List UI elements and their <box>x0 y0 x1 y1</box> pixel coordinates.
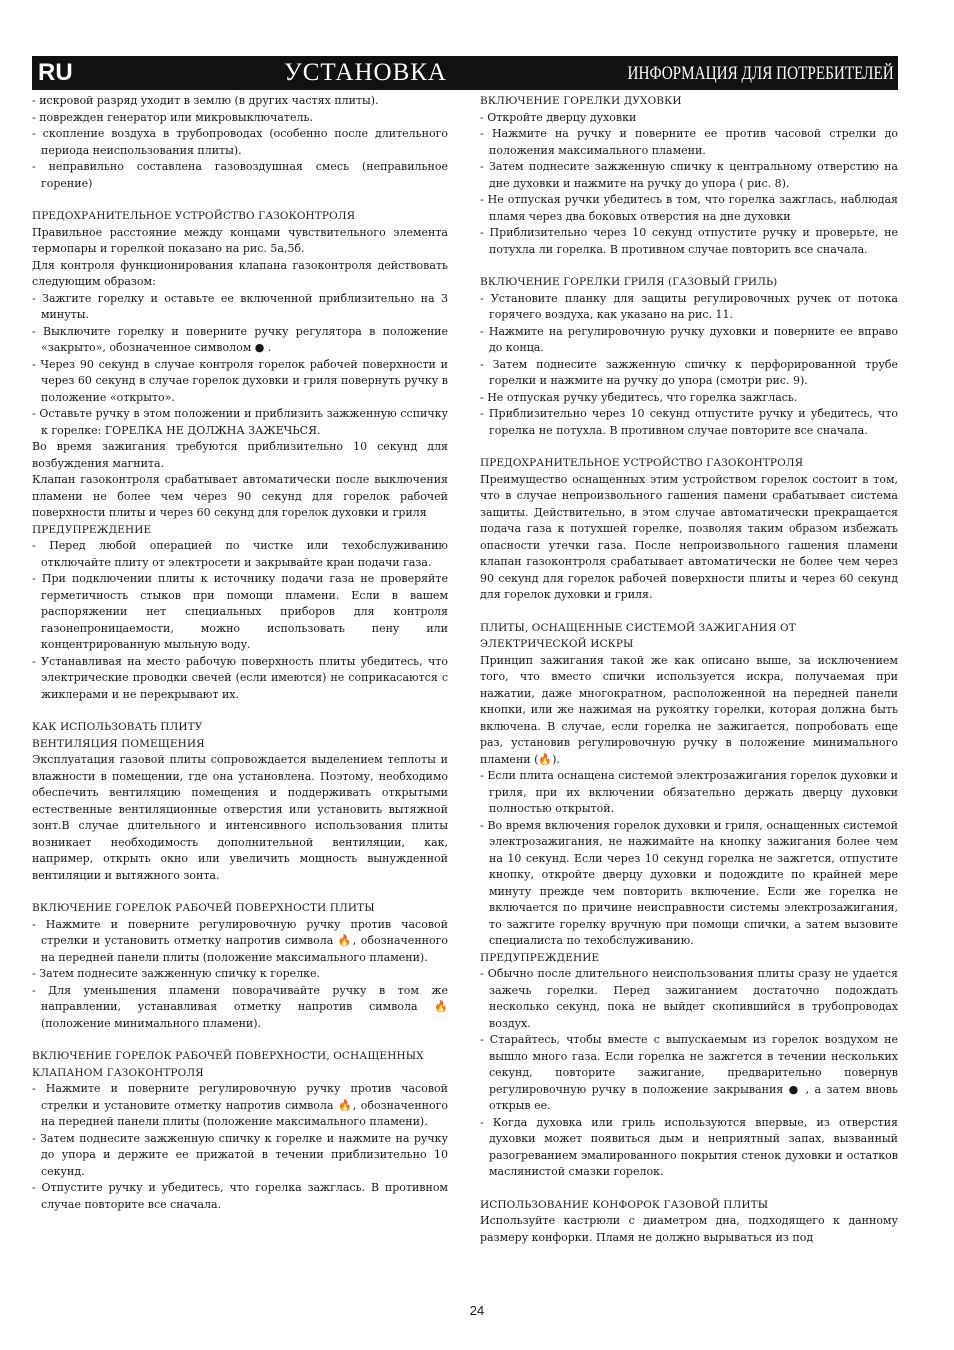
left-column <box>32 93 448 1213</box>
warning-list-2 <box>480 966 898 1181</box>
heading-safety-device: ПРЕДОХРАНИТЕЛЬНОЕ УСТРОЙСТВО ГАЗОКОНТРОЛЯ <box>32 210 356 222</box>
list-item: - Установите планку для защиты регулировочных ручек от потока горячего воздуха, как указано на рис. 11. <box>480 291 898 321</box>
list-item: - Старайтесь, чтобы вместе с выпускаемым из горелок воздухом не вышло много газа. Если горелка не зажгется в течении нескольких секунд, повторите зажигание, предварительно повернув регулировочную ручку в положение закрывания ● , а затем вновь открыв ее. <box>480 1033 898 1112</box>
list-item: - искровой разряд уходит в землю (в других частях плиты). <box>32 94 379 107</box>
section-title: УСТАНОВКА <box>284 59 447 86</box>
list-item: - Нажмите и поверните регулировочную ручку против часовой стрелки и установить отметку напротив символа 🔥, обозначенного на передней панели плиты (положение максимального пламени). <box>32 917 448 964</box>
section-subtitle: ИНФОРМАЦИЯ ДЛЯ ПОТРЕБИТЕЛЕЙ <box>627 63 894 84</box>
list-item: - Если плита оснащена системой электрозажигания горелок духовки и гриля, при их включении обязательно держать дверцу духовки полностью открытой. <box>480 769 898 815</box>
heading-oven-burner: ВКЛЮЧЕНИЕ ГОРЕЛКИ ДУХОВКИ <box>480 95 682 107</box>
intro-list <box>32 93 448 192</box>
list-item: - скопление воздуха в трубопроводах (особенно после длительного периода неиспользования плиты). <box>32 127 448 157</box>
paragraph: Для контроля функционирования клапана газоконтроля действовать следующим образом: <box>32 258 448 288</box>
list-item: - поврежден генератор или микровыключатель. <box>32 110 313 124</box>
paragraph: Принцип зажигания такой же как описано выше, за исключением того, что вместо спички используется искра, получаемая при нажатии, даже многократном, расположенной на передней панели кнопки, или же нажимая на рукоятку горелки, которая должна быть включена. В случае, если горелка не зажигается, попробовать еще раз, установив регулировочную ручку в положение минимального пламени (🔥). <box>480 653 898 766</box>
list-item: - Перед любой операцией по чистке или техобслуживанию отключайте плиту от электросети и закрывайте кран подачи газа. <box>32 539 448 569</box>
paragraph: Клапан газоконтроля срабатывает автоматически после выключения пламени не более чем через 90 секунд для горелок рабочей поверхности плиты и через 60 секунд для горелок духовки и гриля <box>32 473 448 519</box>
heading-hob-gas-control: ВКЛЮЧЕНИЕ ГОРЕЛОК РАБОЧЕЙ ПОВЕРХНОСТИ, ОСНАЩЕННЫХ КЛАПАНОМ ГАЗОКОНТРОЛЯ <box>32 1050 424 1079</box>
hob-gas-control-list <box>32 1081 448 1213</box>
heading-safety-device-2: ПРЕДОХРАНИТЕЛЬНОЕ УСТРОЙСТВО ГАЗОКОНТРОЛЯ <box>480 457 804 469</box>
list-item: - Обычно после длительного неиспользования плиты сразу не удается зажечь горелки. Перед зажиганием достаточно подождать несколько секунд, пока не выйдет скопившийся в трубопроводах воздух. <box>480 967 898 1030</box>
list-item: - Когда духовка или гриль используются впервые, из отверстия духовки может появиться дым и неприятный запах, вызванный разогреванием эмалированного покрытия стенок духовки и остатков маслянистой смазки горелок. <box>480 1115 898 1178</box>
list-item: - Через 90 секунд в случае контроля горелок рабочей поверхности и через 60 секунд в случае горелок духовки и гриля повернуть ручку в положение «открыто». <box>32 357 448 404</box>
list-item: - Нажмите на ручку и поверните ее против часовой стрелки до положения максимального пламени. <box>480 127 898 157</box>
heading-how-to-use: КАК ИСПОЛЬЗОВАТЬ ПЛИТУ <box>32 721 203 733</box>
page-number: 24 <box>469 1303 485 1318</box>
right-column <box>480 93 898 1246</box>
list-item: - Затем поднесите зажженную спичку к горелке и нажмите на ручку до упора и держите ее прижатой в течении приблизительно 10 секунд. <box>32 1131 448 1178</box>
list-item: - При подключении плиты к источнику подачи газа не проверяйте герметичность стыков при помощи пламени. Если в вашем распоряжении нет специальных приборов для контроля газонепроницаемости, можно использовать пену или концентрированную мыльную воду. <box>32 572 448 651</box>
list-item: - неправильно составлена газовоздушная смесь (неправильное горение) <box>32 160 448 190</box>
heading-warning: ПРЕДУПРЕЖДЕНИЕ <box>32 523 152 536</box>
hob-steps-list <box>32 917 448 1033</box>
list-item: - Приблизительно через 10 секунд отпустите ручку и проверьте, не потухла ли горелка. В противном случае повторить все сначала. <box>480 226 898 256</box>
list-item: - Во время включения горелок духовки и гриля, оснащенных системой электрозажигания, не нажимайте на кнопку зажигания более чем на 10 секунд. Если через 10 секунд горелка не зажгется, отпустите кнопку, откройте дверцу духовки и подождите по крайней мере минуту прежде чем повторить включение. Если же горелка не включается по причине неисправности системы электрозажигания, то зажгите горелку вручную при помощи спички, а затем вызовите специалиста по техобслуживанию. <box>480 818 898 947</box>
safety-steps-list <box>32 291 448 440</box>
list-item: - Не отпуская ручки убедитесь в том, что горелка зажглась, наблюдая пламя через два боковых отверстия на дне духовки <box>480 193 898 223</box>
warning-list <box>32 538 448 703</box>
list-item: - Для уменьшения пламени поворачивайте ручку в том же направлении, устанавливая отметку напротив символа 🔥 (положение минимального пламени). <box>32 983 448 1030</box>
list-item: - Зажгите горелку и оставьте ее включенной приблизительно на 3 минуты. <box>32 291 448 321</box>
paragraph: Преимущество оснащенных этим устройством горелок состоит в том, что в случае непроизвольного гашения памени срабатывает система защиты. Действительно, в этом случае автоматически прекращается подача газа к потухшей горелке, позволяя таким образом избежать опасности утечки газа. После непроизвольного гашения пламени клапан газоконтроля срабатывает автоматически не более чем через 90 секунд для горелок рабочей поверхности плиты и через 60 секунд для горелок духовки и гриля. <box>480 472 898 601</box>
list-item: - Нажмите и поверните регулировочную ручку против часовой стрелки и установите отметку напротив символа 🔥, обозначенного на передней панели плиты (положение максимального пламени). <box>32 1082 448 1128</box>
heading-grill-burner: ВКЛЮЧЕНИЕ ГОРЕЛКИ ГРИЛЯ (ГАЗОВЫЙ ГРИЛЬ) <box>480 276 778 288</box>
list-item: - Выключите горелку и поверните ручку регулятора в положение «закрыто», обозначенное символом ● . <box>32 324 448 354</box>
heading-ventilation: ВЕНТИЛЯЦИЯ ПОМЕЩЕНИЯ <box>32 737 205 750</box>
list-item: - Нажмите на регулировочную ручку духовки и поверните ее вправо до конца. <box>480 324 898 354</box>
list-item: - Оставьте ручку в этом положении и приблизить зажженную сспичку к горелке: ГОРЕЛКА НЕ ДОЛЖНА ЗАЖЕЧЬСЯ. <box>32 407 448 437</box>
list-item: - Затем поднесите зажженную спичку к центральному отверстию на дне духовки и нажмите на ручку до упора ( рис. 8). <box>480 160 898 190</box>
list-item: - Откройте дверцу духовки <box>480 110 637 124</box>
grill-steps-list <box>480 291 898 440</box>
list-item: - Затем поднесите зажженную спичку к перфорированной трубе горелки и нажмите на ручку до упора (смотри рис. 9). <box>480 357 898 387</box>
heading-warning-2: ПРЕДУПРЕЖДЕНИЕ <box>480 951 600 964</box>
oven-steps-list <box>480 110 898 259</box>
list-item: - Отпустите ручку и убедитесь, что горелка зажглась. В противном случае повторите все сначала. <box>32 1181 448 1211</box>
paragraph: Эксплуатация газовой плиты сопровождается выделением теплоты и влажности в помещении, где она установлена. Поэтому, необходимо обеспечить вентиляцию помещения и поддерживать открытыми естественные вентиляционные отверстия или установить вытяжной зонт.В случае длительного и интенсивного использования плиты возникает необходимость дополнительной вентиляции, как, например, открыть окно или увеличить мощность вынужденной вентиляции и вытяжного зонта. <box>32 753 448 882</box>
list-item: - Не отпуская ручку убедитесь, что горелка зажглась. <box>480 390 798 404</box>
paragraph: Используйте кастрюли с диаметром дна, подходящего к данному размеру конфорки. Пламя не должно вырываться из под <box>480 1214 898 1244</box>
list-item: - Затем поднесите зажженную спичку к горелке. <box>32 967 321 980</box>
heading-hob-burners: ВКЛЮЧЕНИЕ ГОРЕЛОК РАБОЧЕЙ ПОВЕРХНОСТИ ПЛИТЫ <box>32 902 375 914</box>
heading-electric-ignition: ПЛИТЫ, ОСНАЩЕННЫЕ СИСТЕМОЙ ЗАЖИГАНИЯ ОТ ЭЛЕКТРИЧЕСКОЙ ИСКРЫ <box>480 621 796 650</box>
page-header <box>32 56 898 90</box>
heading-burners-usage: ИСПОЛЬЗОВАНИЕ КОНФОРОК ГАЗОВОЙ ПЛИТЫ <box>480 1198 769 1211</box>
language-code: RU <box>38 59 73 86</box>
list-item: - Устанавливая на место рабочую поверхность плиты убедитесь, что электрические проводки свечей (если имеются) не соприкасаются с жиклерами и не перекрывают их. <box>32 654 448 701</box>
paragraph: Правильное расстояние между концами чувствительного элемента термопары и горелкой показано на рис. 5а,5б. <box>32 225 448 255</box>
ignition-list <box>480 768 898 950</box>
paragraph: Во время зажигания требуются приблизительно 10 секунд для возбуждения магнита. <box>32 440 448 470</box>
list-item: - Приблизительно через 10 секунд отпустите ручку и убедитесь, что горелка не потухла. В противном случае повторите все сначала. <box>480 407 898 437</box>
